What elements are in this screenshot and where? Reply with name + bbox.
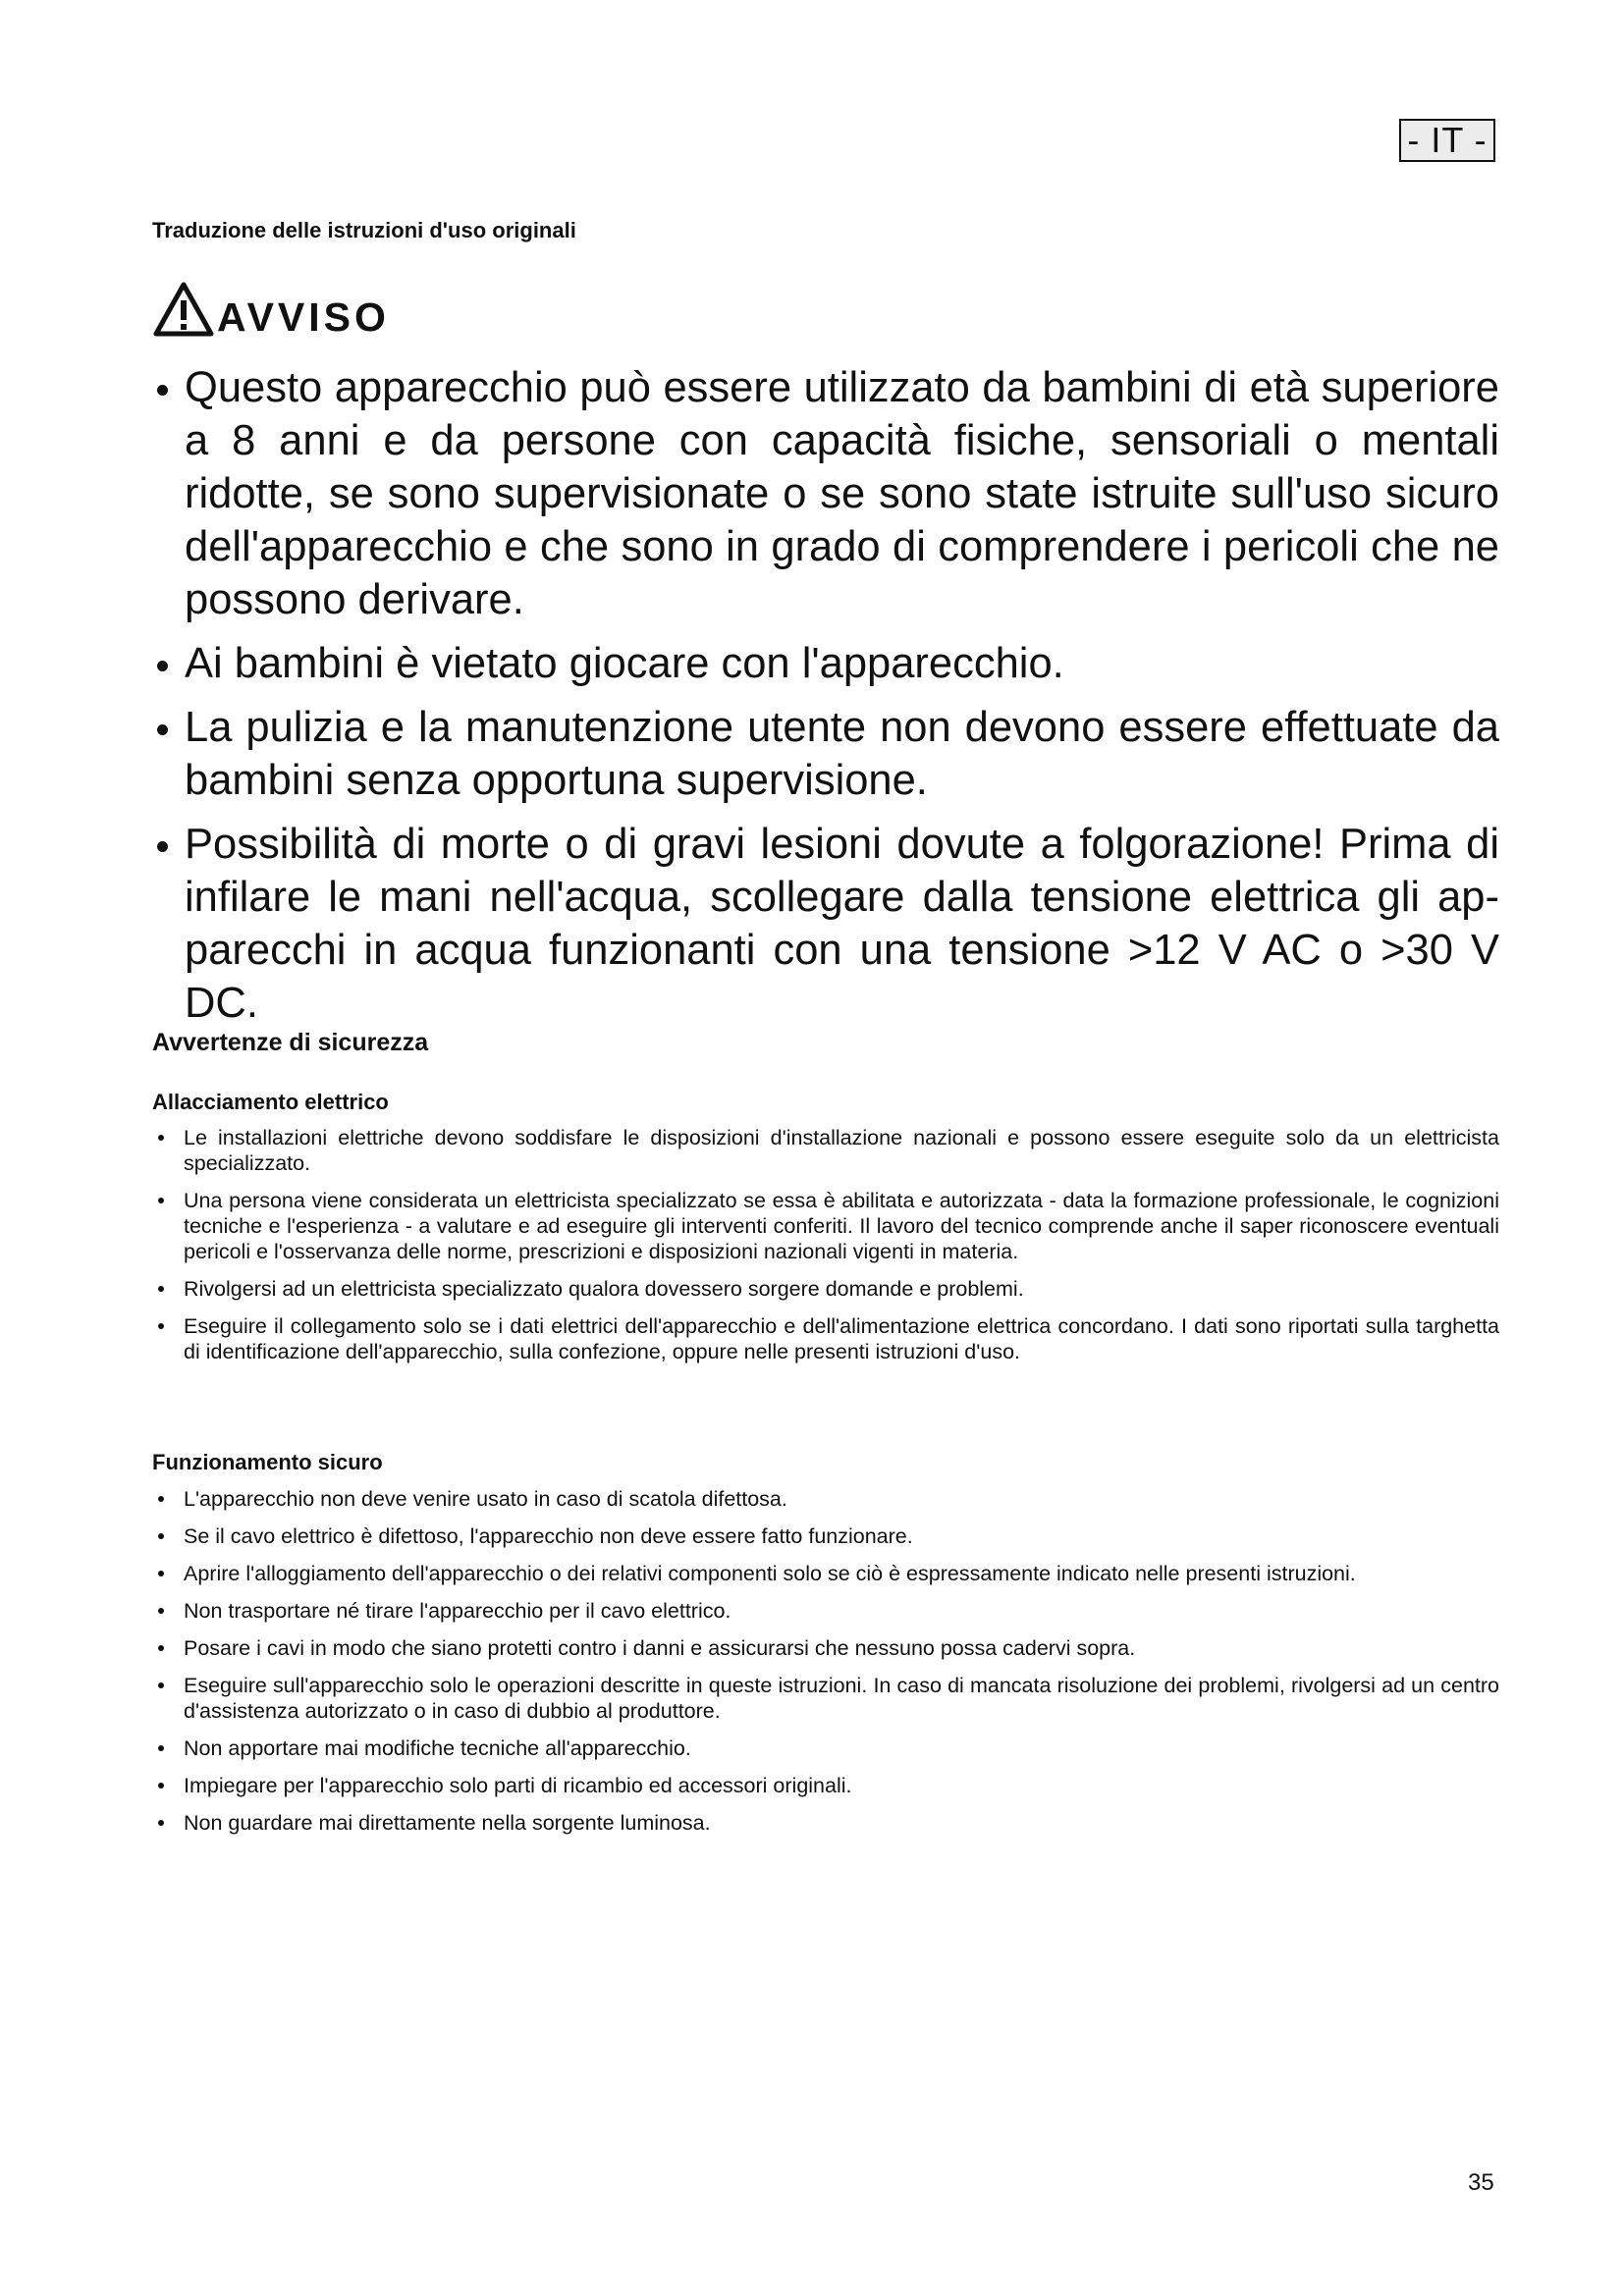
list-item: Una persona viene considerata un elettricista specializzato se essa è abilitata e autorizzata - data la formazione professionale, le cognizioni tecniche e l'esperienza - a valutare e ad eseguire gli interventi conferiti. Il lavoro del tecnico comprende anche il saper riconoscere eventuali pericoli e l'osservanza delle norme, prescrizioni e disposizioni nazionali vigenti in materia. xyxy=(152,1188,1499,1264)
warning-item: Questo apparecchio può essere utilizzato da bambini di età superiore a 8 anni e da persone con capacità fisiche, sensoriali o mentali ridotte, se sono supervisionate o se sono state istruite sull'uso sicuro dell'apparecchio e che sono in grado di comprendere i pericoli che ne possono derivare. xyxy=(152,361,1499,626)
warning-triangle-icon xyxy=(152,281,215,338)
list-item: Rivolgersi ad un elettricista specializzato qualora dovessero sorgere domande e problemi. xyxy=(152,1276,1499,1302)
list-item: Aprire l'alloggiamento dell'apparecchio o dei relativi componenti solo se ciò è espressamente indicato nelle presenti istruzioni. xyxy=(152,1561,1499,1586)
list-item: Eseguire sull'apparecchio solo le operazioni descritte in queste istruzioni. In caso di mancata risoluzione dei problemi, rivolgersi ad un centro d'assistenza autorizzato o in caso di dubbio al produttore. xyxy=(152,1673,1499,1724)
warning-label: AVVISO xyxy=(217,294,390,340)
warning-heading xyxy=(152,277,390,341)
electrical-subtitle: Allacciamento elettrico xyxy=(152,1090,389,1114)
list-item: Posare i cavi in modo che siano protetti contro i danni e assicurarsi che nessuno possa cadervi sopra. xyxy=(152,1635,1499,1661)
list-item: Non guardare mai direttamente nella sorgente luminosa. xyxy=(152,1810,1499,1836)
warning-item: Possibilità di morte o di gravi lesioni dovute a folgorazione! Prima di infilare le mani nell'acqua, scollegare dalla tensione elettrica gli apparecchi in acqua funzionanti con una tensione >12 V AC o >30 V DC. xyxy=(152,818,1499,1030)
warning-list xyxy=(152,361,1499,1041)
safety-section-title: Avvertenze di sicurezza xyxy=(152,1029,429,1056)
list-item: Se il cavo elettrico è difettoso, l'apparecchio non deve essere fatto funzionare. xyxy=(152,1523,1499,1549)
list-item: L'apparecchio non deve venire usato in caso di scatola difettosa. xyxy=(152,1486,1499,1512)
list-item: Le installazioni elettriche devono soddisfare le disposizioni d'installazione nazionali e possono essere eseguite solo da un elettricista specializzato. xyxy=(152,1125,1499,1176)
page-number: 35 xyxy=(1468,2169,1494,2196)
list-item: Eseguire il collegamento solo se i dati elettrici dell'apparecchio e dell'alimentazione elettrica concordano. I dati sono riportati sulla targhetta di identificazione dell'apparecchio, sulla confezione, oppure nelle presenti istruzioni d'uso. xyxy=(152,1313,1499,1364)
language-badge: - IT - xyxy=(1399,119,1495,162)
list-item: Non apportare mai modifiche tecniche all'apparecchio. xyxy=(152,1735,1499,1761)
operation-subtitle: Funzionamento sicuro xyxy=(152,1450,383,1474)
operation-list xyxy=(152,1486,1499,1847)
electrical-list xyxy=(152,1125,1499,1376)
warning-item: Ai bambini è vietato giocare con l'apparecchio. xyxy=(152,637,1499,690)
list-item: Impiegare per l'apparecchio solo parti di ricambio ed accessori originali. xyxy=(152,1773,1499,1798)
warning-item: La pulizia e la manutenzione utente non devono essere effettuate da bambini senza opportuna supervisione. xyxy=(152,701,1499,807)
list-item: Non trasportare né tirare l'apparecchio per il cavo elettrico. xyxy=(152,1598,1499,1624)
document-title: Traduzione delle istruzioni d'uso originali xyxy=(152,218,576,242)
